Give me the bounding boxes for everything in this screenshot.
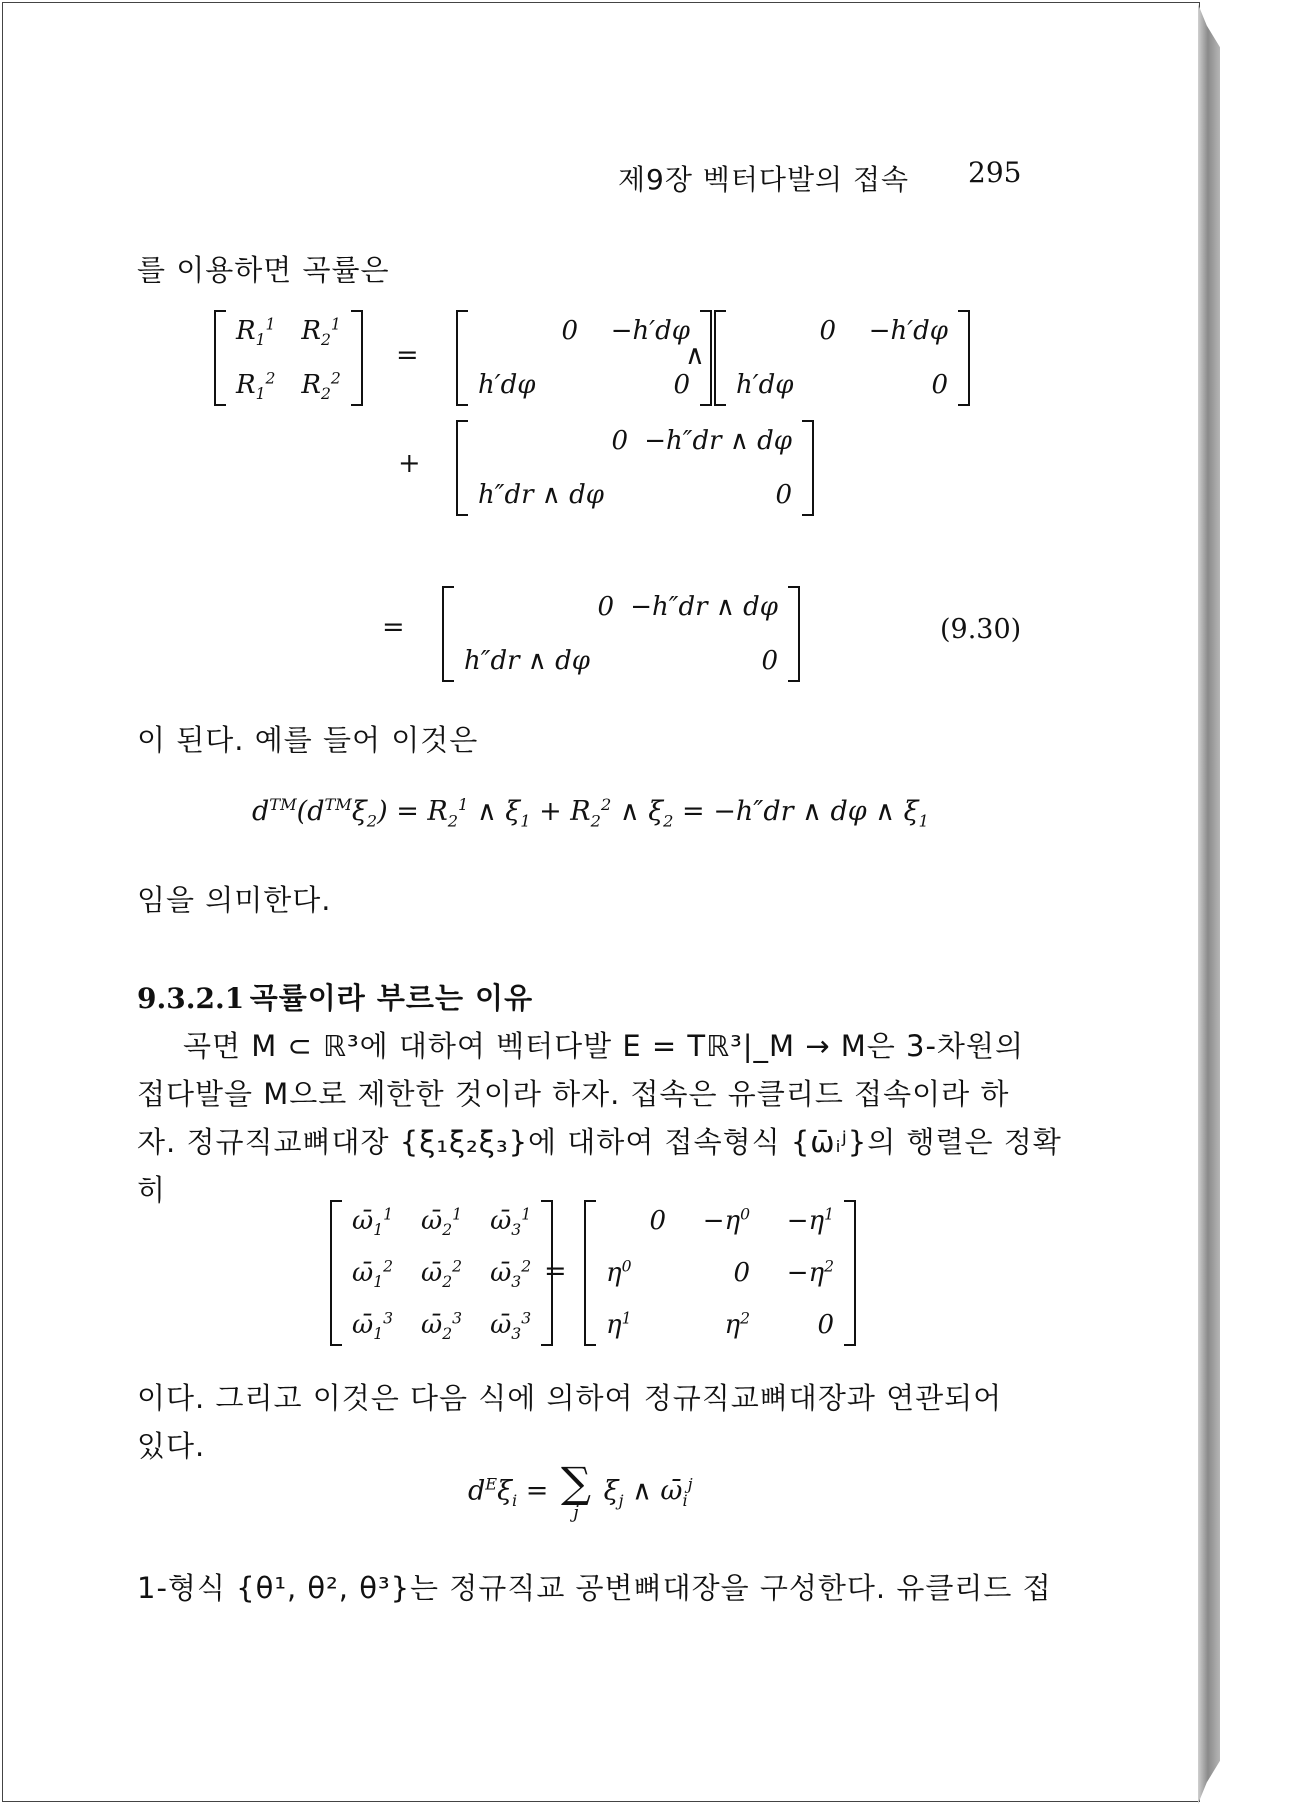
section-heading: [137, 976, 533, 1017]
paragraph-line: 1-형식 {θ¹, θ², θ³}는 정규직교 공변뼈대장을 구성한다. 유클리드 접: [137, 1571, 1052, 1605]
matrix-entry: $\omegā_2^1$: [421, 1205, 463, 1240]
matrix-entry: h′dφ: [478, 370, 536, 400]
connection-form-matrix: [330, 1200, 553, 1346]
matrix-entry: h′dφ: [736, 370, 794, 400]
matrix-entry: $\omegā_3^3$: [490, 1309, 532, 1344]
paragraph-line: 곡면 M ⊂ ℝ³에 대하여 벡터다발 E = Tℝ³|_M → M은 3-차원의: [183, 1029, 1024, 1063]
equation-d-tm: $d™(d™\xi_2) = R_2^1$ ∧ $\xi_1 + R_2^2$ ∧ $\xi_2 = -h''dr$ ∧ dφ ∧ $\xi_1$: [252, 795, 929, 831]
matrix-entry: 0: [733, 1258, 750, 1288]
paragraph-line: 임을 의미한다.: [137, 883, 332, 917]
equals-sign: =: [396, 340, 419, 371]
plus-sign: +: [398, 448, 421, 479]
curvature-result-matrix: [442, 586, 800, 682]
matrix-entry: −h″dr ∧ dφ: [630, 592, 778, 622]
matrix-entry: $\omegā_3^1$: [490, 1205, 532, 1240]
matrix-entry: $R_2^1$: [301, 315, 341, 350]
matrix-entry: $\omegā_1^2$: [352, 1257, 394, 1292]
matrix-entry: $-\eta^2$: [786, 1257, 834, 1288]
paragraph-line: 자. 정규직교뼈대장 {ξ₁ξ₂ξ₃}에 대하여 접속형식 {ω̄ᵢʲ}의 행렬은 정확: [137, 1125, 1062, 1159]
matrix-entry: 0: [761, 646, 778, 676]
matrix-entry: $R_1^1$: [236, 315, 276, 350]
page-number: 295: [968, 156, 1022, 189]
running-header-chapter: 제9장 벡터다발의 접속: [618, 163, 910, 196]
wedge-operator: ∧: [685, 340, 705, 371]
curvature-matrix-lhs: [214, 310, 363, 406]
matrix-entry: 0: [931, 370, 948, 400]
matrix-entry: $\omegā_1^3$: [352, 1309, 394, 1344]
section-title: 곡률이라 부르는 이유: [249, 981, 534, 1015]
page-edge-shadow: [1198, 4, 1220, 1804]
matrix-entry: $\omegā_2^3$: [421, 1309, 463, 1344]
matrix-entry: 0: [611, 426, 628, 456]
matrix-entry: 0: [775, 480, 792, 510]
intro-text: 를 이용하면 곡률은: [137, 253, 390, 287]
equals-sign: =: [544, 1256, 567, 1287]
matrix-entry: 0: [561, 316, 578, 346]
paragraph-line: 히: [137, 1173, 167, 1207]
paragraph-line: 이다. 그리고 이것은 다음 식에 의하여 정규직교뼈대장과 연관되어: [137, 1381, 1003, 1415]
matrix-entry: 0: [597, 592, 614, 622]
second-derivative-matrix: [456, 420, 814, 516]
matrix-entry: h″dr ∧ dφ: [464, 646, 590, 676]
matrix-entry: h″dr ∧ dφ: [478, 480, 604, 510]
matrix-entry: $\omegā_3^2$: [490, 1257, 532, 1292]
connection-matrix-1: [456, 310, 712, 406]
matrix-entry: $R_1^2$: [236, 369, 276, 404]
matrix-entry: −h′dφ: [868, 316, 948, 346]
matrix-entry: 0: [649, 1206, 666, 1236]
paragraph-line: 이 된다. 예를 들어 이것은: [137, 723, 479, 757]
matrix-entry: $\eta^1$: [606, 1309, 632, 1340]
matrix-entry: $R_2^2$: [301, 369, 341, 404]
section-number: 9.3.2.1: [137, 982, 245, 1015]
matrix-entry: $\eta^2$: [724, 1309, 750, 1340]
matrix-entry: $\eta^0$: [606, 1257, 632, 1288]
matrix-entry: −h′dφ: [610, 316, 690, 346]
paragraph-line: 접다발을 M으로 제한한 것이라 하자. 접속은 유클리드 접속이라 하: [137, 1077, 1010, 1111]
matrix-entry: $\omegā_2^2$: [421, 1257, 463, 1292]
matrix-entry: 0: [819, 316, 836, 346]
matrix-entry: $\omegā_1^1$: [352, 1205, 394, 1240]
equation-number: (9.30): [940, 614, 1022, 645]
paragraph-line: 있다.: [137, 1429, 206, 1463]
equals-sign: =: [382, 612, 405, 643]
matrix-entry: −h″dr ∧ dφ: [644, 426, 792, 456]
matrix-entry: $-\eta^0$: [702, 1205, 750, 1236]
matrix-entry: 0: [673, 370, 690, 400]
connection-matrix-2: [714, 310, 970, 406]
matrix-entry: 0: [817, 1310, 834, 1340]
eta-matrix: [584, 1200, 856, 1346]
matrix-entry: $-\eta^1$: [786, 1205, 834, 1236]
equation-frame-relation: $d^E\xi_i$ = ∑ j $\xi_j$ ∧ $\omegā_i^j$: [468, 1458, 693, 1523]
